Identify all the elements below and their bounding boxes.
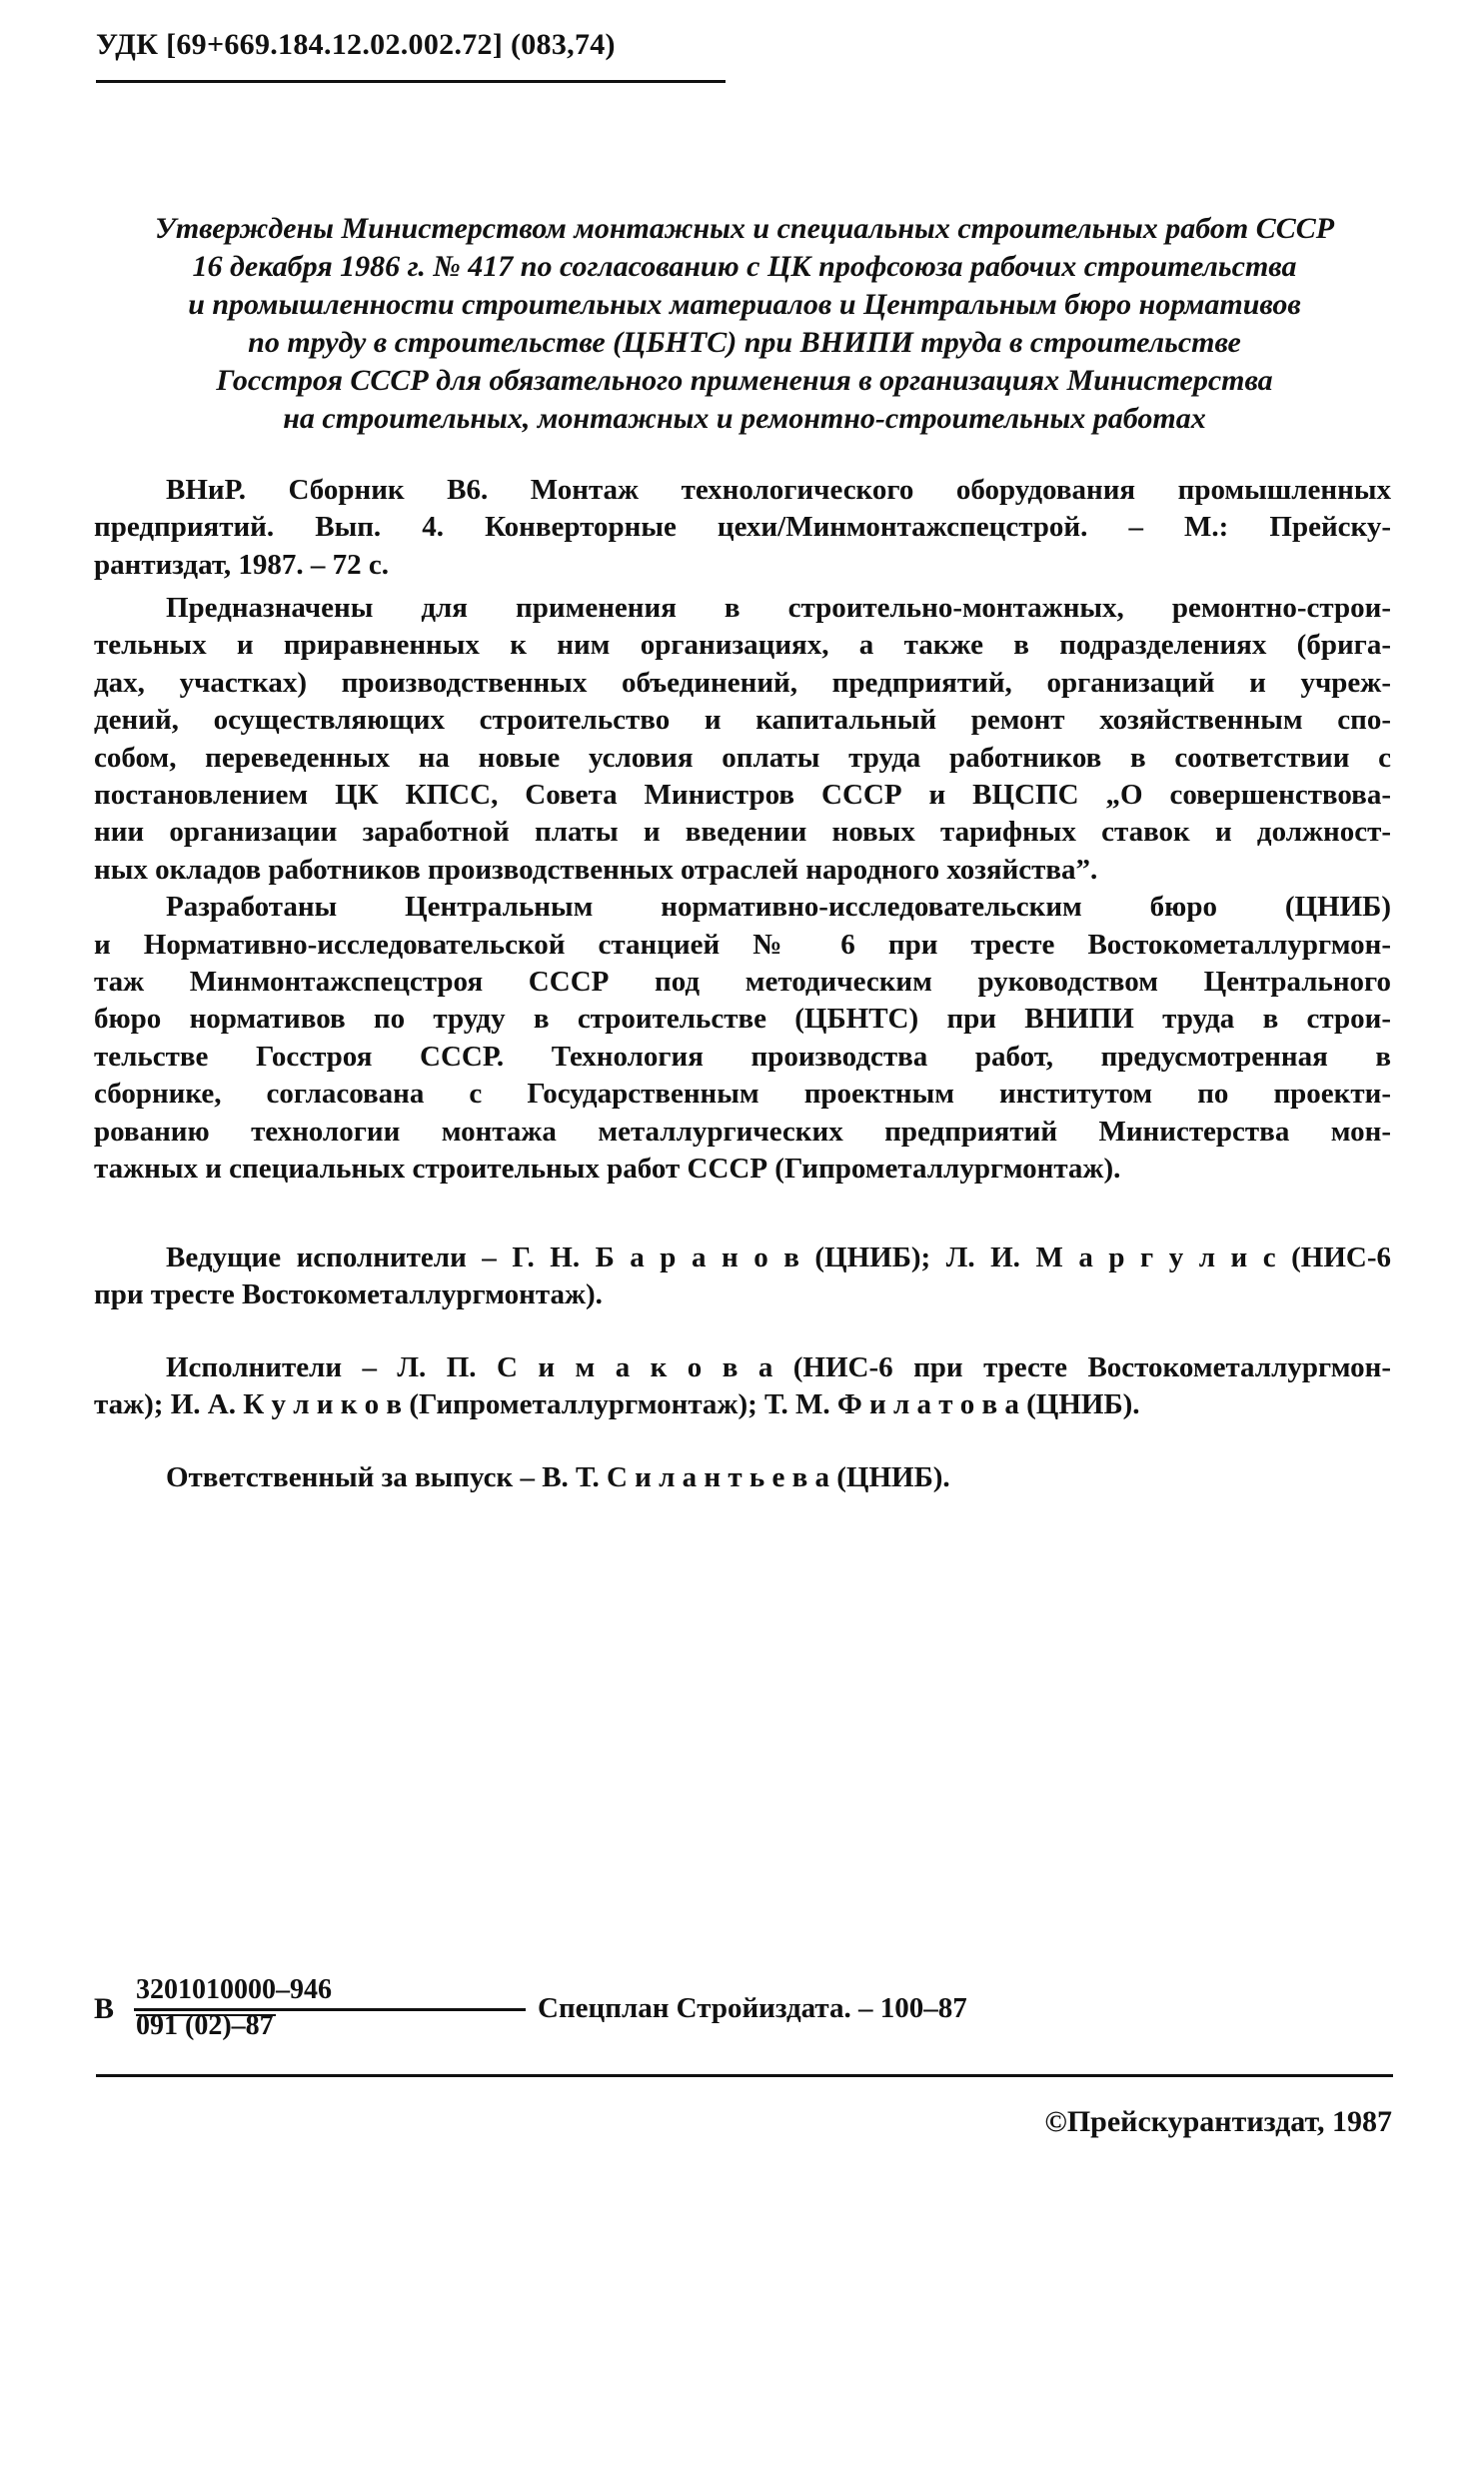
udk-underline: [96, 80, 726, 83]
publication-imprint: [94, 1974, 993, 2044]
executors: [94, 1349, 1391, 1424]
purpose-line: дений, осуществляющих строительство и капитальный ремонт хозяйственным спо-: [94, 704, 1391, 737]
bibliographic-line: предприятий. Вып. 4. Конверторные цехи/Минмонтажспецстрой. – М.: Прейску-: [94, 511, 1391, 544]
developers-line: Разработаны Центральным нормативно-исследовательским бюро (ЦНИБ): [166, 891, 1391, 924]
bibliographic-description: [94, 472, 1391, 584]
developers-line: тельстве Госстроя СССР. Технология производства работ, предусмотренная в: [94, 1040, 1391, 1073]
imprint-plan: Спецплан Стройиздата. – 100–87: [538, 1992, 967, 2024]
purpose-line: собом, переведенных на новые условия оплаты труда работников в соответствии с: [94, 741, 1391, 774]
developers-line: и Нормативно-исследовательской станцией № 6 при тресте Востокометаллургмон-: [94, 928, 1391, 961]
approval-line: Утверждены Министерством монтажных и специальных строительных работ СССР: [154, 212, 1335, 245]
developers-line: бюро нормативов по труду в строительстве (ЦБНТС) при ВНИПИ труда в строи-: [94, 1003, 1391, 1036]
developers-line: таж Минмонтажспецстроя СССР под методическим руководством Центрального: [94, 966, 1391, 999]
approval-line: на строительных, монтажных и ремонтно-строительных работах: [283, 402, 1206, 435]
bibliographic-line: рантиздат, 1987. – 72 с.: [94, 548, 390, 581]
purpose-line: Предназначены для применения в строительно-монтажных, ремонтно-строи-: [166, 592, 1391, 624]
footer-rule: [96, 2074, 1393, 2077]
approval-line: по труду в строительстве (ЦБНТС) при ВНИПИ труда в строительстве: [248, 326, 1241, 359]
purpose-line: ных окладов работников производственных отраслей народного хозяйства”.: [94, 853, 1098, 886]
responsible-line: Ответственный за выпуск – В. Т. С и л а н т ь е в а (ЦНИБ).: [166, 1461, 950, 1493]
purpose-paragraphs: [94, 590, 1391, 1189]
purpose-line: постановлением ЦК КПСС, Совета Министров СССР и ВЦСПС „О совершенствова-: [94, 779, 1391, 812]
imprint-denominator: 091 (02)–87: [136, 2010, 274, 2041]
purpose-line: нии организации заработной платы и введении новых тарифных ставок и должност-: [94, 816, 1391, 849]
approval-line: 16 декабря 1986 г. № 417 по согласованию с ЦК профсоюза рабочих строительства: [192, 250, 1297, 283]
lead-executors-line: при тресте Востокометаллургмонтаж).: [94, 1278, 603, 1311]
bibliographic-line: ВНиР. Сборник В6. Монтаж технологического оборудования промышленных: [166, 474, 1391, 506]
imprint-numerator: 3201010000–946: [136, 1974, 332, 2005]
executors-line: таж); И. А. К у л и к о в (Гипрометаллургмонтаж); Т. М. Ф и л а т о в а (ЦНИБ).: [94, 1388, 1140, 1421]
lead-executors: [94, 1240, 1391, 1314]
developers-line: сборнике, согласована с Государственным проектным институтом по проекти-: [94, 1078, 1391, 1111]
lead-executors-line: Ведущие исполнители – Г. Н. Б а р а н о в (ЦНИБ); Л. И. М а р г у л и с (НИС-6: [166, 1242, 1391, 1273]
imprint-denominator-overline: [136, 2014, 276, 2016]
purpose-line: дах, участках) производственных объединений, предприятий, организаций и учреж-: [94, 666, 1391, 699]
developers-line: тажных и специальных строительных работ СССР (Гипрометаллургмонтаж).: [94, 1153, 1121, 1186]
responsible-editor: [94, 1459, 1391, 1496]
imprint-letter: В: [94, 1992, 115, 2025]
executors-line: Исполнители – Л. П. С и м а к о в а (НИС-6 при тресте Востокометаллургмон-: [166, 1351, 1391, 1383]
approval-line: и промышленности строительных материалов и Центральным бюро нормативов: [188, 288, 1301, 321]
udk-code: УДК [69+669.184.12.02.002.72] (083,74): [96, 28, 616, 61]
purpose-line: тельных и приравненных к ним организациях, а также в подразделениях (брига-: [94, 629, 1391, 662]
approval-statement: [90, 210, 1399, 438]
copyright: ©Прейскурантиздат, 1987: [1044, 2105, 1392, 2138]
approval-line: Госстроя СССР для обязательного применения в организациях Министерства: [216, 364, 1273, 397]
developers-line: рованию технологии монтажа металлургических предприятий Министерства мон-: [94, 1115, 1391, 1148]
